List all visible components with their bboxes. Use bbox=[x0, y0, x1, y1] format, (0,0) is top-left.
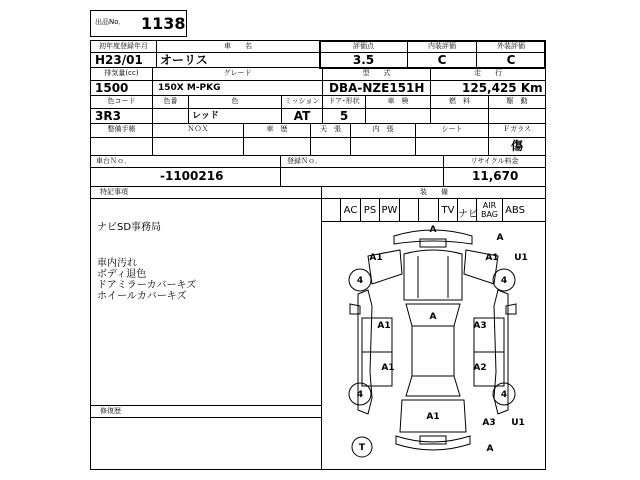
interior-grade-header: 内装評価 bbox=[428, 42, 456, 50]
rule bbox=[90, 123, 546, 124]
roof-outline bbox=[412, 326, 454, 376]
damage-front-right-fender: A1 bbox=[485, 253, 499, 263]
doors-header: ドア･形状 bbox=[328, 97, 360, 105]
equipment-label: ナビ bbox=[458, 209, 478, 220]
rule bbox=[90, 108, 546, 109]
year-header: 初年度登録年月 bbox=[99, 42, 148, 50]
rule bbox=[90, 137, 546, 138]
repair-history-header: 修復歴 bbox=[100, 407, 121, 415]
notes-header: 特記事項 bbox=[100, 188, 128, 196]
equipment-label: AC bbox=[343, 205, 358, 216]
equipment-cell bbox=[457, 198, 476, 222]
history-header: 車 歴 bbox=[266, 125, 288, 133]
rule bbox=[90, 95, 546, 96]
front-glass-value: 傷 bbox=[510, 139, 523, 153]
mileage-header: 走 行 bbox=[474, 69, 502, 77]
note-line: ボディ退色 bbox=[97, 269, 147, 280]
note-line: ナビSD事務局 bbox=[97, 222, 162, 233]
mission-header: ミッション bbox=[284, 97, 320, 105]
recycle-fee: 11,670 bbox=[472, 169, 519, 183]
damage-left-rear-door: A1 bbox=[381, 363, 395, 373]
equipment-label: AIR BAG bbox=[480, 201, 499, 219]
equipment-cell bbox=[379, 198, 399, 222]
note-line: ドアミラーカバーキズ bbox=[97, 280, 197, 291]
front-glass-header: Ｆガラス bbox=[503, 125, 531, 133]
damage-front-right-corner: A bbox=[496, 233, 504, 243]
rule bbox=[90, 155, 546, 156]
rule bbox=[90, 167, 546, 168]
seat-header: シート bbox=[441, 125, 463, 133]
damage-right-rear-door: A2 bbox=[473, 363, 487, 373]
damage-front-left-fender: A1 bbox=[369, 253, 383, 263]
nox-header: ＮＯＸ bbox=[187, 125, 209, 133]
recycle-header: リサイクル料金 bbox=[470, 157, 519, 165]
mileage: 125,425 Km bbox=[462, 81, 543, 95]
interior-panel-header: 内 張 bbox=[372, 125, 394, 133]
rule bbox=[90, 186, 546, 187]
grade-header: グレード bbox=[223, 69, 252, 77]
tire-front-right: 4 bbox=[500, 276, 508, 286]
registration-header: 登録Ｎｏ． bbox=[287, 157, 322, 165]
car-damage-diagram bbox=[322, 222, 545, 469]
equipment-cell bbox=[476, 198, 502, 222]
equipment-label: PW bbox=[381, 205, 398, 216]
damage-trunk: A1 bbox=[426, 412, 440, 422]
equipment-label: PS bbox=[363, 205, 377, 216]
car-header: 車 名 bbox=[224, 42, 252, 50]
damage-front-bumper: A bbox=[429, 225, 437, 235]
exterior-grade: C bbox=[506, 53, 516, 67]
hood-outline bbox=[404, 250, 462, 300]
color-code: 3R3 bbox=[95, 109, 121, 123]
equipment-label: ABS bbox=[505, 205, 525, 216]
service-record-header: 整備手帳 bbox=[107, 125, 136, 133]
displacement: 1500 bbox=[95, 81, 129, 95]
equipment-header: 装 備 bbox=[420, 188, 448, 196]
interior-grade: C bbox=[437, 53, 447, 67]
tire-rear-right: 4 bbox=[500, 390, 508, 400]
tire-front-left: 4 bbox=[356, 276, 364, 286]
rear-bumper-outline bbox=[396, 436, 470, 450]
rule bbox=[90, 405, 321, 406]
equipment-cells bbox=[340, 198, 546, 222]
rear-window-outline bbox=[406, 376, 460, 396]
transmission: AT bbox=[293, 109, 311, 123]
note-line: 車内汚れ bbox=[97, 258, 137, 269]
spare-tire-label: T bbox=[358, 443, 366, 453]
grade: 150X M-PKG bbox=[158, 83, 221, 93]
damage-front-right-u1: U1 bbox=[514, 253, 528, 263]
drive-header: 駆 動 bbox=[506, 97, 528, 105]
equipment-cell bbox=[360, 198, 379, 222]
model-code: DBA-NZE151H bbox=[329, 81, 425, 95]
equipment-cell bbox=[399, 198, 418, 222]
displacement-header: 排気量(cc) bbox=[104, 69, 139, 77]
color-header: 色 bbox=[231, 97, 239, 105]
damage-hood: A bbox=[429, 312, 437, 322]
color-code-header: 色コード bbox=[107, 97, 136, 105]
roof-lining-header: 天 張 bbox=[320, 125, 341, 133]
fuel-header: 燃 料 bbox=[449, 97, 470, 105]
inspection-header: 車 検 bbox=[387, 97, 409, 105]
rear-plate-outline bbox=[420, 436, 446, 444]
front-plate-outline bbox=[420, 239, 446, 247]
model-header: 型 式 bbox=[362, 69, 391, 77]
equipment-cell bbox=[502, 198, 527, 222]
equipment-cell bbox=[340, 198, 360, 222]
equipment-label: TV bbox=[441, 205, 455, 216]
damage-left-front-door: A1 bbox=[377, 321, 391, 331]
chassis-number: -1100216 bbox=[160, 169, 224, 183]
car-name: オーリス bbox=[160, 53, 208, 67]
first-registration: H23/01 bbox=[95, 53, 143, 67]
door-count: 5 bbox=[339, 109, 349, 123]
rule bbox=[90, 417, 321, 418]
lot-number-box bbox=[90, 10, 187, 37]
tire-rear-left: 4 bbox=[356, 390, 364, 400]
chassis-header: 車台Ｎｏ． bbox=[96, 157, 131, 165]
exterior-grade-header: 外装評価 bbox=[497, 42, 525, 50]
score-header: 評価点 bbox=[353, 42, 374, 50]
damage-rear-bumper: A bbox=[486, 444, 494, 454]
color-name: レッド bbox=[192, 111, 219, 121]
damage-rear-right: A3 bbox=[482, 418, 496, 428]
score-value: 3.5 bbox=[352, 53, 375, 67]
note-line: ホイールカバーキズ bbox=[97, 291, 187, 302]
lot-number: 1138 bbox=[141, 14, 186, 33]
equipment-cell bbox=[438, 198, 457, 222]
lot-number-label: 出品No． bbox=[95, 18, 126, 26]
damage-right-front-door: A3 bbox=[473, 321, 487, 331]
damage-rear-right-u1: U1 bbox=[511, 418, 525, 428]
equipment-cell bbox=[418, 198, 438, 222]
color-number-header: 色番 bbox=[163, 97, 178, 105]
